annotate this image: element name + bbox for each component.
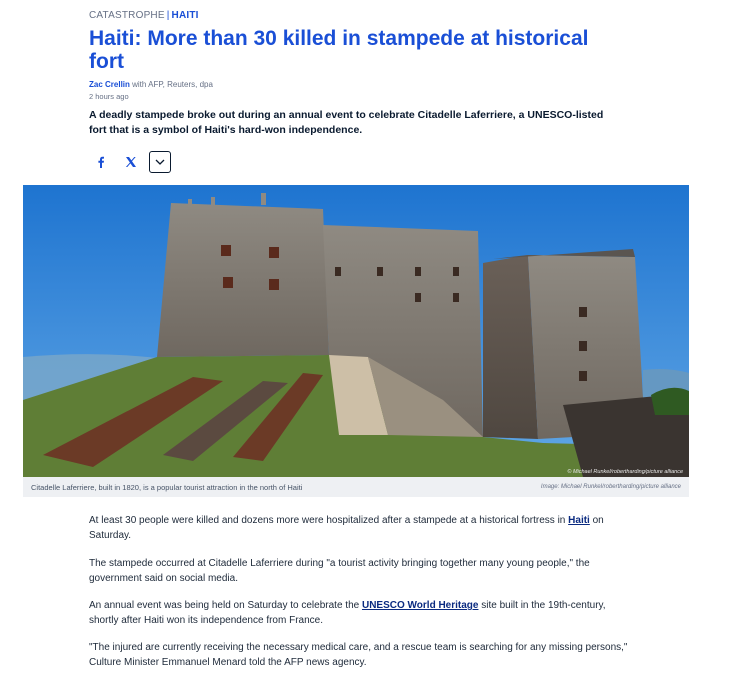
kicker [89, 10, 199, 21]
unesco-world-heritage-link[interactable]: UNESCO World Heritage [361, 600, 479, 611]
byline-suffix: with AFP, Reuters, dpa [129, 80, 213, 89]
more-share-button[interactable] [149, 151, 171, 173]
body-text-segment: An annual event was being held on Saturday to celebrate the [89, 600, 362, 611]
kicker-topic-link[interactable]: HAITI [171, 10, 199, 21]
byline [89, 80, 213, 89]
body-text-segment: At least 30 people were killed and dozens more were hospitalized after a stampede at a historical fortress in [89, 515, 569, 526]
share-bar [89, 150, 177, 174]
kicker-section: CATASTROPHE [89, 10, 165, 21]
facebook-icon [95, 156, 107, 168]
timestamp: 2 hours ago [89, 92, 129, 101]
photo-credit: Image: Michael Runkel/robertharding/picture alliance [540, 484, 681, 490]
haiti-link[interactable]: Haiti [568, 515, 590, 526]
headline: Haiti: More than 30 killed in stampede at historical fort [89, 27, 589, 73]
body-text-segment: site built in the 19th-century, shortly after Haiti won its independence from France. [89, 600, 606, 626]
article-photo [23, 185, 689, 477]
photo-overlay-credit: © Michael Runkel/robertharding/picture alliance [567, 469, 683, 475]
body-paragraph [89, 598, 629, 628]
author-link[interactable]: Zac Crellin [89, 80, 130, 89]
body-paragraph: The stampede occurred at Citadelle Laferriere during "a tourist activity bringing together many young people," the government said on social media. [89, 558, 590, 584]
teaser: A deadly stampede broke out during an annual event to celebrate Citadelle Laferriere, a UNESCO-listed fort that is a symbol of Haiti's hard-won independence. [89, 109, 604, 136]
body-paragraph [89, 513, 629, 543]
photo-caption-bar [23, 477, 689, 497]
citadelle-photo [23, 185, 689, 477]
facebook-share-button[interactable] [89, 150, 113, 174]
chevron-down-icon [154, 156, 166, 168]
kicker-separator: | [166, 10, 170, 21]
x-share-button[interactable] [119, 150, 143, 174]
x-icon [125, 156, 137, 168]
body-paragraph: "The injured are currently receiving the necessary medical care, and a rescue team is searching for any missing persons," Culture Minister Emmanuel Menard told the AFP news agency. [89, 642, 628, 668]
photo-caption: Citadelle Laferriere, built in 1820, is a popular tourist attraction in the north of Haiti [31, 482, 303, 492]
body-text-segment: on Saturday. [89, 515, 604, 541]
